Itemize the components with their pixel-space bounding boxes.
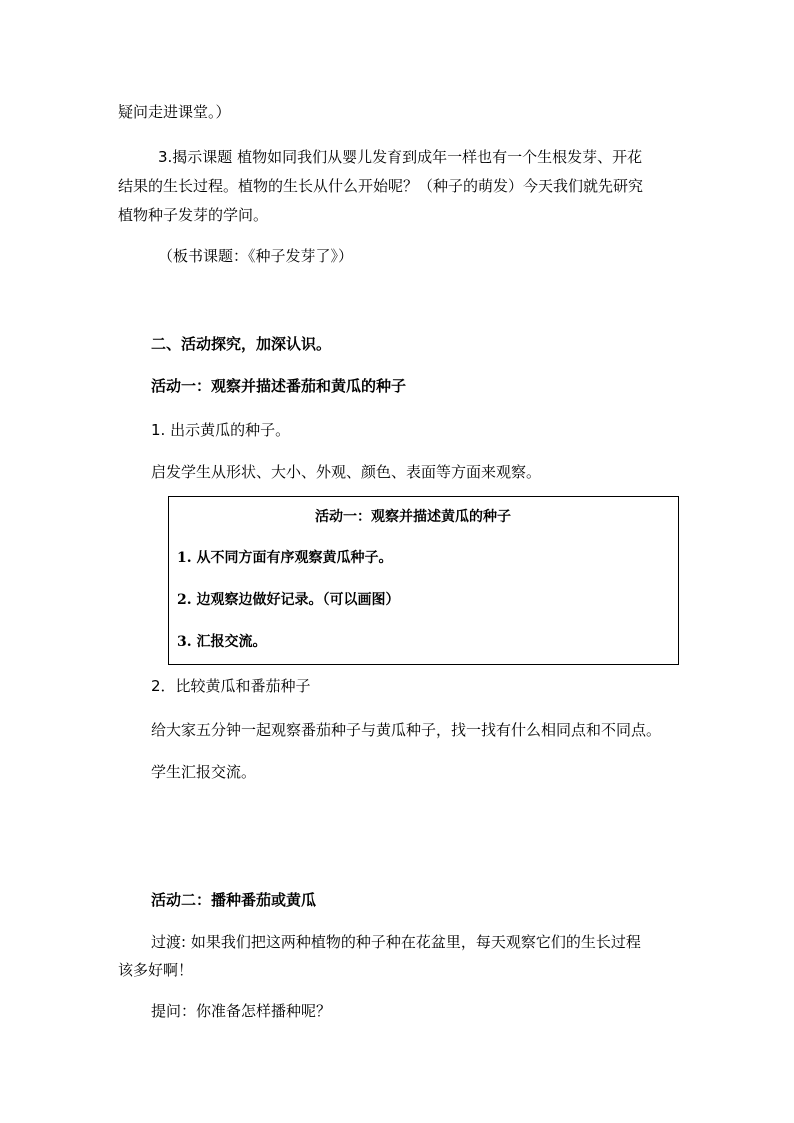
activity-box-item: 2. 边观察边做好记录。（可以画图） bbox=[177, 592, 400, 608]
paragraph-line: 2．比较黄瓜和番茄种子 bbox=[151, 677, 311, 695]
paragraph-line: 1. 出示黄瓜的种子。 bbox=[151, 421, 291, 439]
paragraph-line: 植物种子发芽的学问。 bbox=[118, 206, 269, 224]
paragraph-line: 结果的生长过程。植物的生长从什么开始呢？（种子的萌发）今天我们就先研究 bbox=[118, 177, 644, 195]
activity-heading: 活动二：播种番茄或黄瓜 bbox=[151, 891, 317, 909]
paragraph-line: 3.揭示课题 植物如同我们从婴儿发育到成年一样也有一个生根发芽、开花 bbox=[158, 148, 643, 166]
activity-heading: 活动一：观察并描述番茄和黄瓜的种子 bbox=[151, 377, 407, 395]
activity-box-title: 活动一：观察并描述黄瓜的种子 bbox=[315, 509, 511, 525]
paragraph-line: 过渡: 如果我们把这两种植物的种子种在花盆里，每天观察它们的生长过程 bbox=[151, 933, 641, 951]
paragraph-line: 启发学生从形状、大小、外观、颜色、表面等方面来观察。 bbox=[151, 463, 542, 481]
paragraph-line: 给大家五分钟一起观察番茄种子与黄瓜种子，找一找有什么相同点和不同点。 bbox=[151, 721, 662, 739]
paragraph-line: 疑问走进课堂。） bbox=[118, 103, 231, 121]
activity-box-item: 3. 汇报交流。 bbox=[177, 634, 267, 650]
paragraph-line: 学生汇报交流。 bbox=[151, 763, 257, 781]
section-heading: 二、活动探究，加深认识。 bbox=[151, 335, 332, 353]
activity-box-item: 1. 从不同方面有序观察黄瓜种子。 bbox=[177, 550, 393, 566]
paragraph-line: 提问：你准备怎样播种呢？ bbox=[151, 1002, 332, 1020]
paragraph-line: 该多好啊！ bbox=[118, 961, 194, 979]
paragraph-line: （板书课题：《种子发芽了》） bbox=[158, 247, 354, 265]
activity-box bbox=[168, 496, 679, 665]
